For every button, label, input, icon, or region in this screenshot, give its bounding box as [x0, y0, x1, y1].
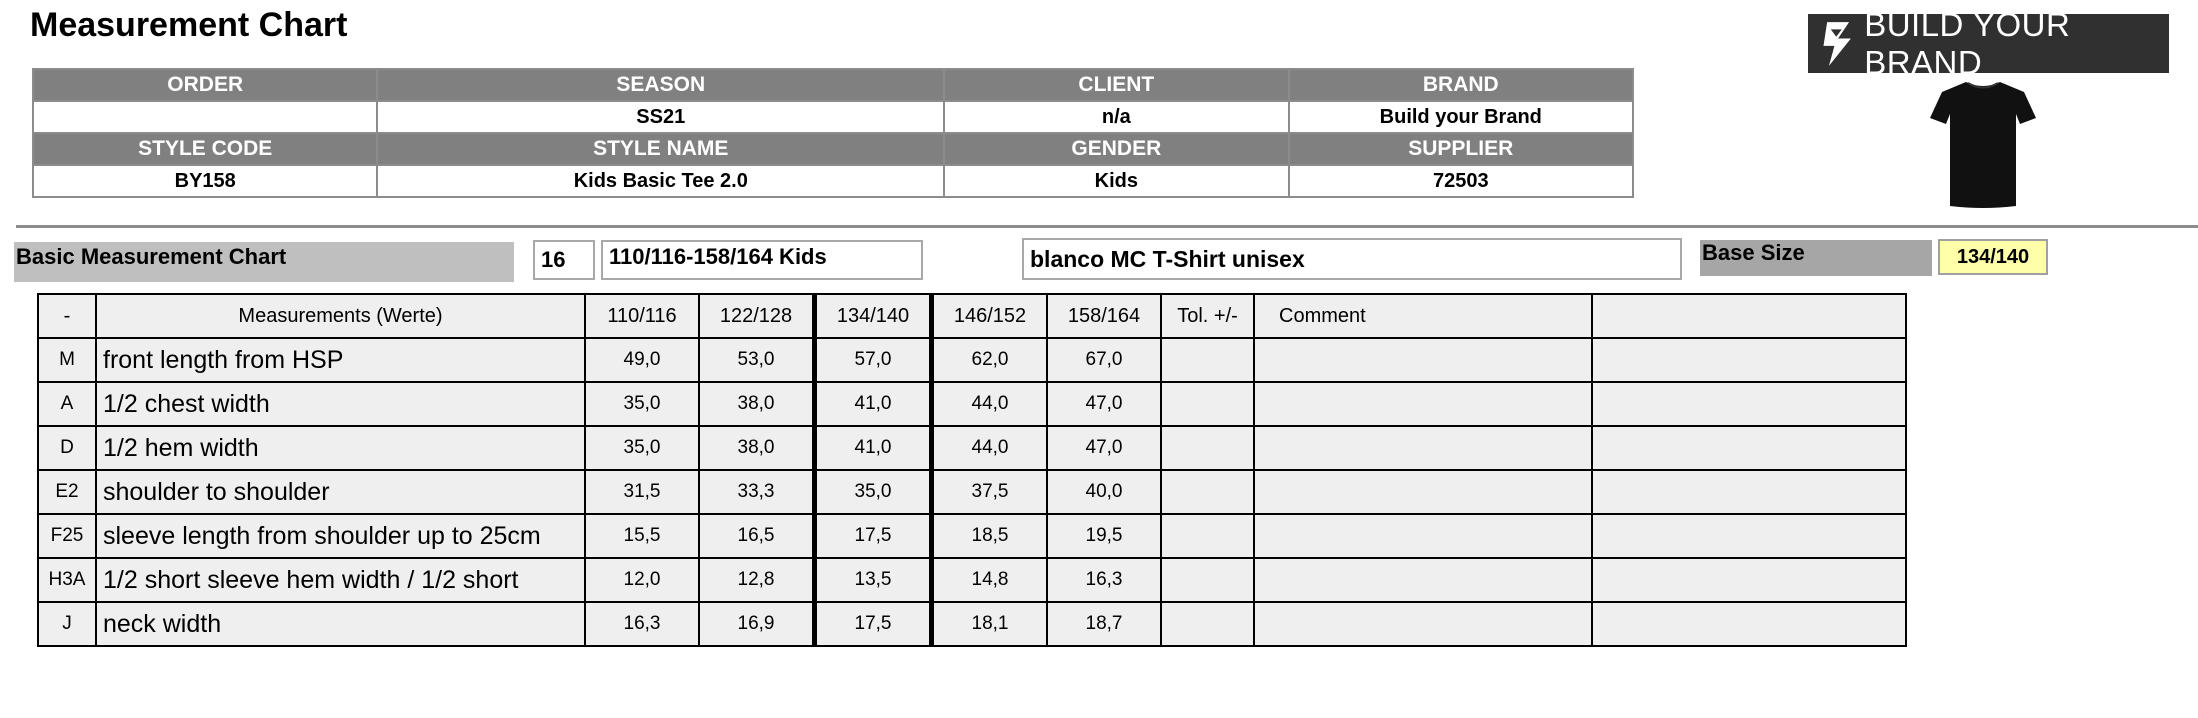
row-size-value[interactable]: 18,1: [932, 602, 1048, 646]
row-size-value[interactable]: 15,5: [585, 514, 699, 558]
info-header-gender: GENDER: [944, 133, 1288, 165]
info-value-row-2: [33, 165, 1633, 197]
row-code: A: [38, 382, 96, 426]
row-code: J: [38, 602, 96, 646]
header-extra: [1592, 294, 1906, 338]
header-size: 146/152: [932, 294, 1048, 338]
row-tolerance[interactable]: [1161, 558, 1254, 602]
row-extra[interactable]: [1592, 338, 1906, 382]
info-header-order: ORDER: [33, 69, 377, 101]
info-value-supplier: 72503: [1289, 165, 1633, 197]
header-size-base: 134/140: [815, 294, 932, 338]
row-size-value[interactable]: 19,5: [1047, 514, 1161, 558]
row-measurement-name: 1/2 hem width: [96, 426, 585, 470]
table-row: [38, 338, 1906, 382]
table-row: [38, 470, 1906, 514]
brand-logo-icon: [1818, 18, 1858, 70]
row-extra[interactable]: [1592, 382, 1906, 426]
description-field[interactable]: blanco MC T-Shirt unisex: [1022, 238, 1682, 280]
row-size-value[interactable]: 16,9: [699, 602, 815, 646]
info-header-row-2: [33, 133, 1633, 165]
header-comment: Comment: [1254, 294, 1592, 338]
row-comment[interactable]: [1254, 602, 1592, 646]
row-measurement-name: 1/2 chest width: [96, 382, 585, 426]
row-tolerance[interactable]: [1161, 470, 1254, 514]
measurement-header-row: [38, 294, 1906, 338]
row-size-value[interactable]: 62,0: [932, 338, 1048, 382]
info-value-client: n/a: [944, 101, 1288, 133]
section-label: Basic Measurement Chart: [14, 242, 514, 282]
row-measurement-name: shoulder to shoulder: [96, 470, 585, 514]
header-size: 158/164: [1047, 294, 1161, 338]
row-size-value[interactable]: 12,8: [699, 558, 815, 602]
row-measurement-name: neck width: [96, 602, 585, 646]
row-size-value[interactable]: 35,0: [815, 470, 932, 514]
info-value-style-name: Kids Basic Tee 2.0: [377, 165, 944, 197]
row-comment[interactable]: [1254, 338, 1592, 382]
row-size-value[interactable]: 47,0: [1047, 426, 1161, 470]
row-comment[interactable]: [1254, 426, 1592, 470]
info-header-client: CLIENT: [944, 69, 1288, 101]
row-size-value[interactable]: 13,5: [815, 558, 932, 602]
size-count-field[interactable]: 16: [533, 240, 595, 280]
info-header-style-code: STYLE CODE: [33, 133, 377, 165]
info-value-brand: Build your Brand: [1289, 101, 1633, 133]
row-size-value[interactable]: 49,0: [585, 338, 699, 382]
size-range-field[interactable]: 110/116-158/164 Kids: [601, 240, 923, 280]
row-tolerance[interactable]: [1161, 514, 1254, 558]
row-comment[interactable]: [1254, 558, 1592, 602]
row-measurement-name: sleeve length from shoulder up to 25cm: [96, 514, 585, 558]
row-size-value[interactable]: 67,0: [1047, 338, 1161, 382]
info-header-supplier: SUPPLIER: [1289, 133, 1633, 165]
table-row: [38, 426, 1906, 470]
row-size-value[interactable]: 16,5: [699, 514, 815, 558]
row-size-value[interactable]: 38,0: [699, 426, 815, 470]
row-size-value[interactable]: 57,0: [815, 338, 932, 382]
tshirt-image: [1928, 78, 2038, 210]
row-size-value[interactable]: 44,0: [932, 382, 1048, 426]
info-table: [32, 68, 1634, 198]
row-size-value[interactable]: 38,0: [699, 382, 815, 426]
base-size-label: Base Size: [1700, 240, 1932, 276]
row-extra[interactable]: [1592, 514, 1906, 558]
row-size-value[interactable]: 14,8: [932, 558, 1048, 602]
measurement-table: [37, 293, 1907, 647]
info-header-season: SEASON: [377, 69, 944, 101]
row-tolerance[interactable]: [1161, 382, 1254, 426]
row-size-value[interactable]: 40,0: [1047, 470, 1161, 514]
row-size-value[interactable]: 17,5: [815, 514, 932, 558]
info-value-season: SS21: [377, 101, 944, 133]
row-extra[interactable]: [1592, 602, 1906, 646]
row-extra[interactable]: [1592, 426, 1906, 470]
row-measurement-name: 1/2 short sleeve hem width / 1/2 short: [96, 558, 585, 602]
row-tolerance[interactable]: [1161, 426, 1254, 470]
row-comment[interactable]: [1254, 514, 1592, 558]
row-tolerance[interactable]: [1161, 602, 1254, 646]
row-code: D: [38, 426, 96, 470]
row-code: M: [38, 338, 96, 382]
row-size-value[interactable]: 35,0: [585, 382, 699, 426]
row-tolerance[interactable]: [1161, 338, 1254, 382]
row-size-value[interactable]: 31,5: [585, 470, 699, 514]
row-size-value[interactable]: 35,0: [585, 426, 699, 470]
info-value-order: [33, 101, 377, 133]
row-extra[interactable]: [1592, 558, 1906, 602]
row-size-value[interactable]: 16,3: [585, 602, 699, 646]
header-measurement: Measurements (Werte): [96, 294, 585, 338]
info-value-gender: Kids: [944, 165, 1288, 197]
base-size-value[interactable]: 134/140: [1938, 239, 2048, 275]
row-size-value[interactable]: 47,0: [1047, 382, 1161, 426]
row-size-value[interactable]: 18,7: [1047, 602, 1161, 646]
row-size-value[interactable]: 17,5: [815, 602, 932, 646]
info-header-brand: BRAND: [1289, 69, 1633, 101]
row-size-value[interactable]: 44,0: [932, 426, 1048, 470]
table-row: [38, 558, 1906, 602]
header-code: -: [38, 294, 96, 338]
logo-text: BUILD YOUR BRAND: [1864, 5, 2071, 81]
row-code: F25: [38, 514, 96, 558]
page-title: Measurement Chart: [30, 6, 348, 44]
row-comment[interactable]: [1254, 470, 1592, 514]
info-header-style-name: STYLE NAME: [377, 133, 944, 165]
header-tolerance: Tol. +/-: [1161, 294, 1254, 338]
row-code: E2: [38, 470, 96, 514]
row-comment[interactable]: [1254, 382, 1592, 426]
row-size-value[interactable]: 37,5: [932, 470, 1048, 514]
row-size-value[interactable]: 18,5: [932, 514, 1048, 558]
info-header-row: [33, 69, 1633, 101]
row-code: H3A: [38, 558, 96, 602]
header-size: 122/128: [699, 294, 815, 338]
info-value-style-code: BY158: [33, 165, 377, 197]
header-size: 110/116: [585, 294, 699, 338]
table-row: [38, 602, 1906, 646]
row-size-value[interactable]: 33,3: [699, 470, 815, 514]
row-size-value[interactable]: 41,0: [815, 382, 932, 426]
info-value-row: [33, 101, 1633, 133]
table-row: [38, 382, 1906, 426]
row-size-value[interactable]: 41,0: [815, 426, 932, 470]
brand-logo: [1808, 5, 2169, 81]
table-row: [38, 514, 1906, 558]
divider: [16, 225, 2198, 228]
row-extra[interactable]: [1592, 470, 1906, 514]
row-size-value[interactable]: 53,0: [699, 338, 815, 382]
row-size-value[interactable]: 16,3: [1047, 558, 1161, 602]
row-measurement-name: front length from HSP: [96, 338, 585, 382]
row-size-value[interactable]: 12,0: [585, 558, 699, 602]
